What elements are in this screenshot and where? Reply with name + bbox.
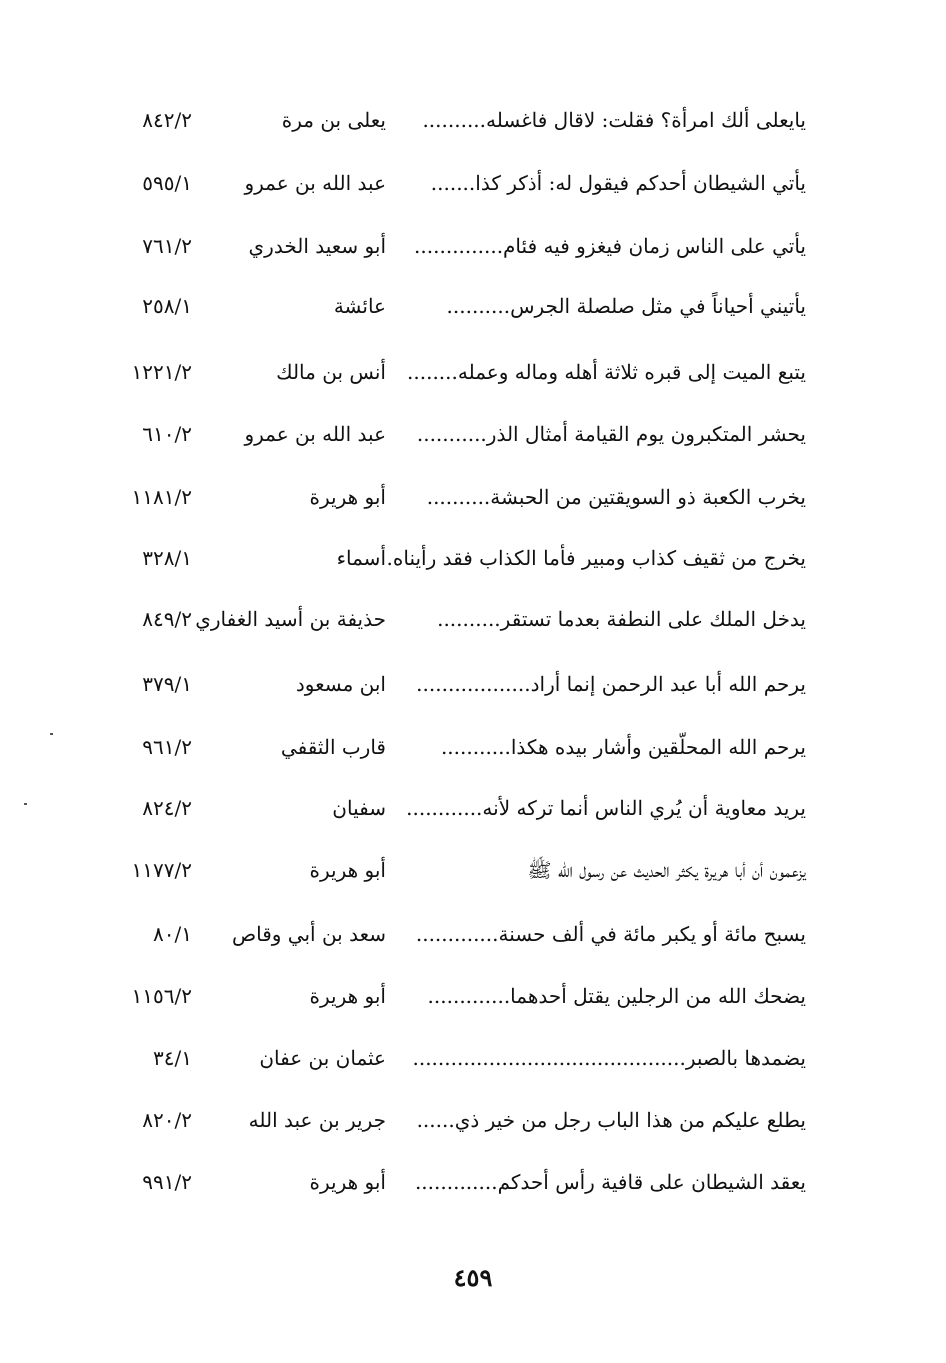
volume-page-reference: ١١٨١/٢ bbox=[131, 485, 192, 509]
narrator-name: ابن مسعود bbox=[295, 672, 386, 696]
page-number: ٤٥٩ bbox=[453, 1263, 493, 1292]
narrator-name: أسماء bbox=[336, 546, 386, 570]
hadith-text: يطلع عليكم من هذا الباب رجل من خير ذي...... bbox=[416, 1108, 806, 1132]
index-entry bbox=[0, 912, 946, 956]
hadith-text: يأتي على الناس زمان فيغزو فيه فئام.............. bbox=[414, 234, 806, 258]
volume-page-reference: ٨٤٢/٢ bbox=[142, 108, 192, 132]
index-entry bbox=[0, 786, 946, 830]
hadith-text: يرحم الله أبا عبد الرحمن إنما أراد.................. bbox=[416, 672, 806, 696]
volume-page-reference: ٨٤٩/٢ bbox=[142, 607, 192, 631]
volume-page-reference: ٥٩٥/١ bbox=[142, 171, 192, 195]
hadith-text: يعقد الشيطان على قافية رأس أحدكم............. bbox=[414, 1170, 806, 1194]
narrator-name: أبو هريرة bbox=[309, 1170, 386, 1194]
hadith-text: يضمدها بالصبر........................................... bbox=[412, 1046, 806, 1070]
index-entry bbox=[0, 662, 946, 706]
index-entry bbox=[0, 475, 946, 519]
volume-page-reference: ١١٥٦/٢ bbox=[131, 984, 192, 1008]
narrator-name: أبو هريرة bbox=[309, 485, 386, 509]
volume-page-reference: ٦١٠/٢ bbox=[142, 422, 192, 446]
hadith-text: يريد معاوية أن يُري الناس أنما تركه لأنه............ bbox=[406, 796, 806, 820]
index-entry bbox=[0, 161, 946, 205]
narrator-name: عبد الله بن عمرو bbox=[244, 171, 386, 195]
index-entry bbox=[0, 412, 946, 456]
volume-page-reference: ١٢٢١/٢ bbox=[131, 360, 192, 384]
index-entry bbox=[0, 1098, 946, 1142]
volume-page-reference: ٩٩١/٢ bbox=[142, 1170, 192, 1194]
hadith-text: يزعمون أن أبا هريرة يكثر الحديث عن رسول الله ﷺ bbox=[527, 858, 806, 882]
volume-page-reference: ١١٧٧/٢ bbox=[131, 858, 192, 882]
narrator-name: يعلى بن مرة bbox=[281, 108, 386, 132]
volume-page-reference: ٩٦١/٢ bbox=[142, 735, 192, 759]
volume-page-reference: ٢٥٨/١ bbox=[142, 294, 192, 318]
narrator-name: أبو سعيد الخدري bbox=[248, 234, 386, 258]
volume-page-reference: ٣٧٩/١ bbox=[142, 672, 192, 696]
narrator-name: أبو هريرة bbox=[309, 858, 386, 882]
hadith-text: يأتي الشيطان أحدكم فيقول له: أذكر كذا....... bbox=[430, 171, 806, 195]
index-entry bbox=[0, 224, 946, 268]
volume-page-reference: ٨٢٤/٢ bbox=[142, 796, 192, 820]
index-entry bbox=[0, 350, 946, 394]
volume-page-reference: ٣٤/١ bbox=[153, 1046, 192, 1070]
hadith-text: يخرب الكعبة ذو السويقتين من الحبشة.......... bbox=[426, 485, 806, 509]
volume-page-reference: ٧٦١/٢ bbox=[142, 234, 192, 258]
narrator-name: قارب الثقفي bbox=[280, 735, 386, 759]
index-entry bbox=[0, 597, 946, 641]
narrator-name: حذيفة بن أسيد الغفاري bbox=[195, 607, 386, 631]
index-entry bbox=[0, 974, 946, 1018]
narrator-name: عثمان بن عفان bbox=[259, 1046, 386, 1070]
volume-page-reference: ٨٢٠/٢ bbox=[142, 1108, 192, 1132]
narrator-name: سعد بن أبي وقاص bbox=[231, 922, 386, 946]
narrator-name: عائشة bbox=[333, 294, 386, 318]
narrator-name: سفيان bbox=[332, 796, 386, 820]
hadith-text: يسبح مائة أو يكبر مائة في ألف حسنة............. bbox=[415, 922, 806, 946]
narrator-name: جرير بن عبد الله bbox=[248, 1108, 386, 1132]
scan-speck bbox=[24, 803, 27, 805]
index-entry bbox=[0, 98, 946, 142]
hadith-text: يرحم الله المحلّقين وأشار بيده هكذا........... bbox=[440, 735, 806, 759]
hadith-text: يأتيني أحياناً في مثل صلصلة الجرس.......... bbox=[446, 294, 806, 318]
hadith-text: يتبع الميت إلى قبره ثلاثة أهله وماله وعمله........ bbox=[407, 360, 806, 384]
hadith-text: يحشر المتكبرون يوم القيامة أمثال الذر........... bbox=[416, 422, 806, 446]
index-entry bbox=[0, 536, 946, 580]
hadith-text: يخرج من ثقيف كذاب ومبير فأما الكذاب فقد رأيناه. bbox=[386, 546, 806, 570]
index-entry bbox=[0, 1160, 946, 1204]
hadith-text: يضحك الله من الرجلين يقتل أحدهما............. bbox=[427, 984, 806, 1008]
volume-page-reference: ٣٢٨/١ bbox=[142, 546, 192, 570]
narrator-name: أبو هريرة bbox=[309, 984, 386, 1008]
hadith-text: يايعلى ألك امرأة؟ فقلت: لاقال فاغسله.......... bbox=[422, 108, 806, 132]
scan-speck bbox=[50, 733, 53, 735]
index-entry bbox=[0, 284, 946, 328]
index-entry bbox=[0, 725, 946, 769]
narrator-name: عبد الله بن عمرو bbox=[244, 422, 386, 446]
narrator-name: أنس بن مالك bbox=[276, 360, 386, 384]
index-entry bbox=[0, 848, 946, 892]
index-entry bbox=[0, 1036, 946, 1080]
hadith-text: يدخل الملك على النطفة بعدما تستقر.......... bbox=[437, 607, 806, 631]
volume-page-reference: ٨٠/١ bbox=[153, 922, 192, 946]
